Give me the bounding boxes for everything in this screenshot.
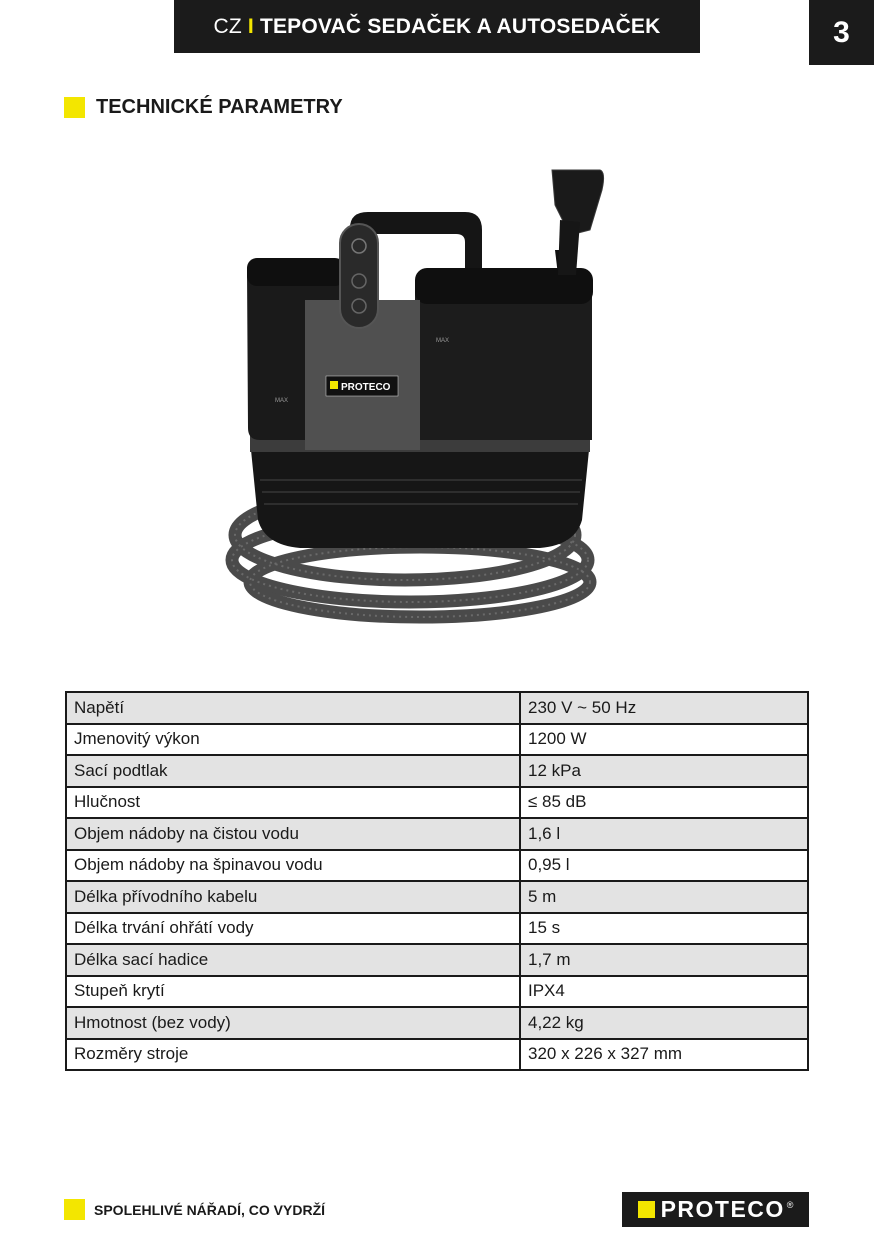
param-label: Stupeň krytí (66, 976, 520, 1008)
param-value: 12 kPa (520, 755, 808, 787)
param-value: 15 s (520, 913, 808, 945)
product-image (220, 150, 620, 640)
param-label: Objem nádoby na špinavou vodu (66, 850, 520, 882)
yellow-square-icon (64, 97, 85, 118)
table-row (66, 976, 808, 1008)
param-value: IPX4 (520, 976, 808, 1008)
table-row (66, 1007, 808, 1039)
table-row (66, 1039, 808, 1071)
logo-square-icon (638, 1201, 655, 1218)
table-row (66, 692, 808, 724)
table-row (66, 755, 808, 787)
param-value: 230 V ~ 50 Hz (520, 692, 808, 724)
section-title: TECHNICKÉ PARAMETRY (96, 96, 343, 118)
footer-slogan: SPOLEHLIVÉ NÁŘADÍ, CO VYDRŽÍ (94, 1201, 326, 1218)
table-row (66, 818, 808, 850)
header-lang: CZ (213, 14, 242, 38)
header-title: TEPOVAČ SEDAČEK A AUTOSEDAČEK (259, 14, 661, 38)
header-bar (174, 0, 700, 53)
param-label: Délka trvání ohřátí vody (66, 913, 520, 945)
param-value: 5 m (520, 881, 808, 913)
param-value: 1200 W (520, 724, 808, 756)
param-value: 1,7 m (520, 944, 808, 976)
max-label-left: MAX (275, 398, 289, 404)
logo-text: PROTECO (660, 1196, 785, 1222)
technical-parameters-table (65, 691, 809, 1071)
param-label: Délka přívodního kabelu (66, 881, 520, 913)
param-label: Napětí (66, 692, 520, 724)
footer-slogan-block (64, 1199, 325, 1220)
param-value: 320 x 226 x 327 mm (520, 1039, 808, 1071)
section-heading (64, 96, 343, 119)
yellow-square-icon (64, 1199, 85, 1220)
param-value: 4,22 kg (520, 1007, 808, 1039)
table-row (66, 850, 808, 882)
proteco-logo (622, 1192, 809, 1227)
param-value: 1,6 l (520, 818, 808, 850)
header-separator: I (247, 14, 254, 38)
param-label: Hlučnost (66, 787, 520, 819)
param-label: Hmotnost (bez vody) (66, 1007, 520, 1039)
table-row (66, 944, 808, 976)
page-number: 3 (809, 0, 874, 65)
table-row (66, 913, 808, 945)
table-row (66, 787, 808, 819)
param-value: 0,95 l (520, 850, 808, 882)
param-label: Délka sací hadice (66, 944, 520, 976)
param-label: Objem nádoby na čistou vodu (66, 818, 520, 850)
param-value: ≤ 85 dB (520, 787, 808, 819)
table-row (66, 881, 808, 913)
param-label: Jmenovitý výkon (66, 724, 520, 756)
param-label: Sací podtlak (66, 755, 520, 787)
param-label: Rozměry stroje (66, 1039, 520, 1071)
logo-registered-mark: ® (786, 1200, 794, 1210)
product-brand-label: PROTECO (341, 382, 391, 393)
table-row (66, 724, 808, 756)
max-label-right: MAX (436, 338, 450, 344)
